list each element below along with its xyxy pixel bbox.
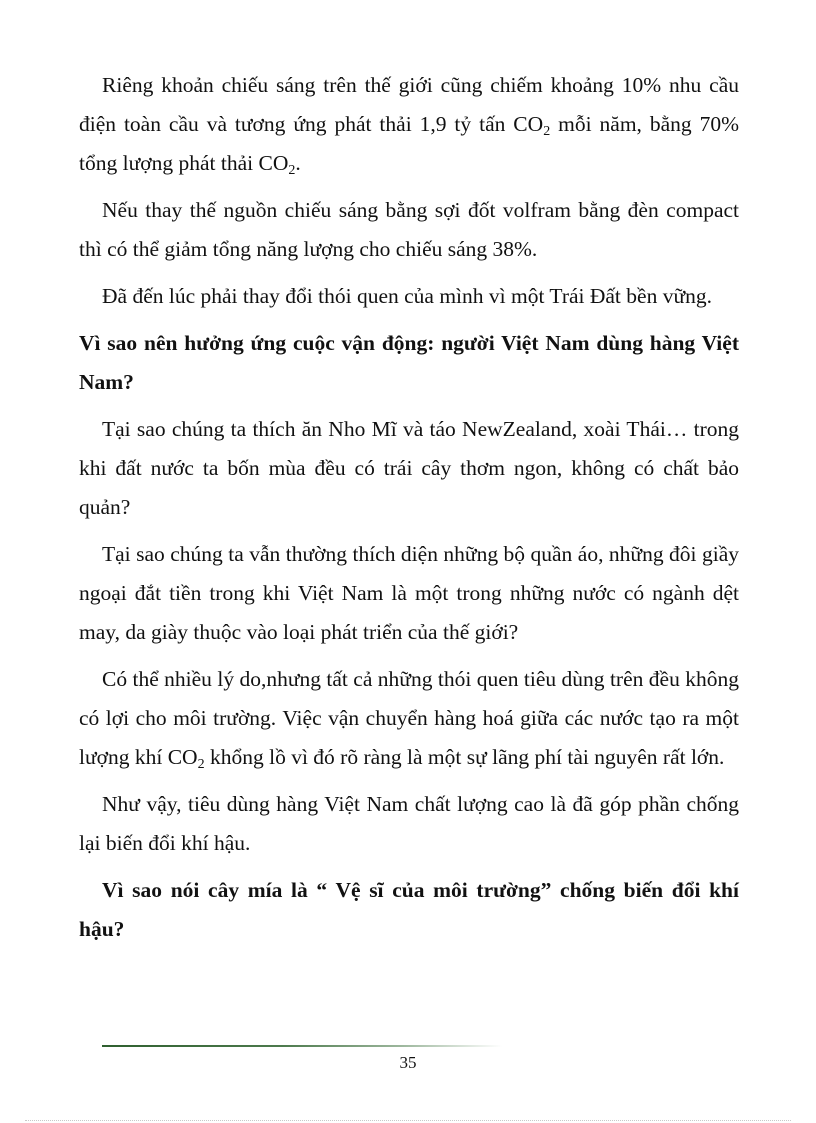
text-span: mỗi năm, bằng 70% tổng lượng phát thải CO [79, 112, 740, 175]
subscript: 2 [197, 757, 205, 772]
text-span: . [295, 151, 301, 175]
page-bottom-dotted-border [25, 1120, 791, 1121]
section-heading-sugarcane: Vì sao nói cây mía là “ Vệ sĩ của môi trường” chống biến đổi khí hậu? [79, 878, 739, 941]
text-span: Riêng khoản chiếu sáng trên thế giới cũng chiếm khoảng 10% nhu cầu điện toàn cầu và tương ứng phát thải 1,9 tỷ tấn CO [79, 73, 739, 136]
paragraph-lighting-emissions [79, 66, 739, 183]
paragraph-transport-emissions [79, 660, 739, 777]
page-number: 35 [399, 1053, 417, 1072]
text-span: khổng lồ vì đó rõ ràng là một sự lãng phí tài nguyên rất lớn. [204, 745, 725, 769]
subscript: 2 [288, 163, 296, 178]
paragraph-compact-lamps: Nếu thay thế nguồn chiếu sáng bằng sợi đốt volfram bằng đèn compact thì có thể giảm tổng năng lượng cho chiếu sáng 38%. [79, 198, 739, 261]
text-span: Có thể nhiều lý do,nhưng tất cả những thói quen tiêu dùng trên đều không có lợi cho môi trường. Việc vận chuyển hàng hoá giữa các nước tạo ra một lượng khí CO [79, 667, 739, 769]
paragraph-change-habits: Đã đến lúc phải thay đổi thói quen của mình vì một Trái Đất bền vững. [102, 284, 712, 308]
section-heading-buy-vietnamese: Vì sao nên hưởng ứng cuộc vận động: người Việt Nam dùng hàng Việt Nam? [79, 331, 739, 394]
paragraph-imported-clothing: Tại sao chúng ta vẫn thường thích diện những bộ quần áo, những đôi giầy ngoại đắt tiền trong khi Việt Nam là một trong những nước có ngành dệt may, da giày thuộc vào loại phát triển của thế giới? [79, 542, 739, 644]
footer-divider [102, 1045, 502, 1047]
paragraph-conclusion: Như vậy, tiêu dùng hàng Việt Nam chất lượng cao là đã góp phần chống lại biến đổi khí hậu. [79, 792, 739, 855]
subscript: 2 [543, 124, 551, 139]
paragraph-imported-fruit: Tại sao chúng ta thích ăn Nho Mĩ và táo NewZealand, xoài Thái… trong khi đất nước ta bốn mùa đều có trái cây thơm ngon, không có chất bảo quản? [79, 417, 739, 519]
page-content [79, 66, 739, 957]
